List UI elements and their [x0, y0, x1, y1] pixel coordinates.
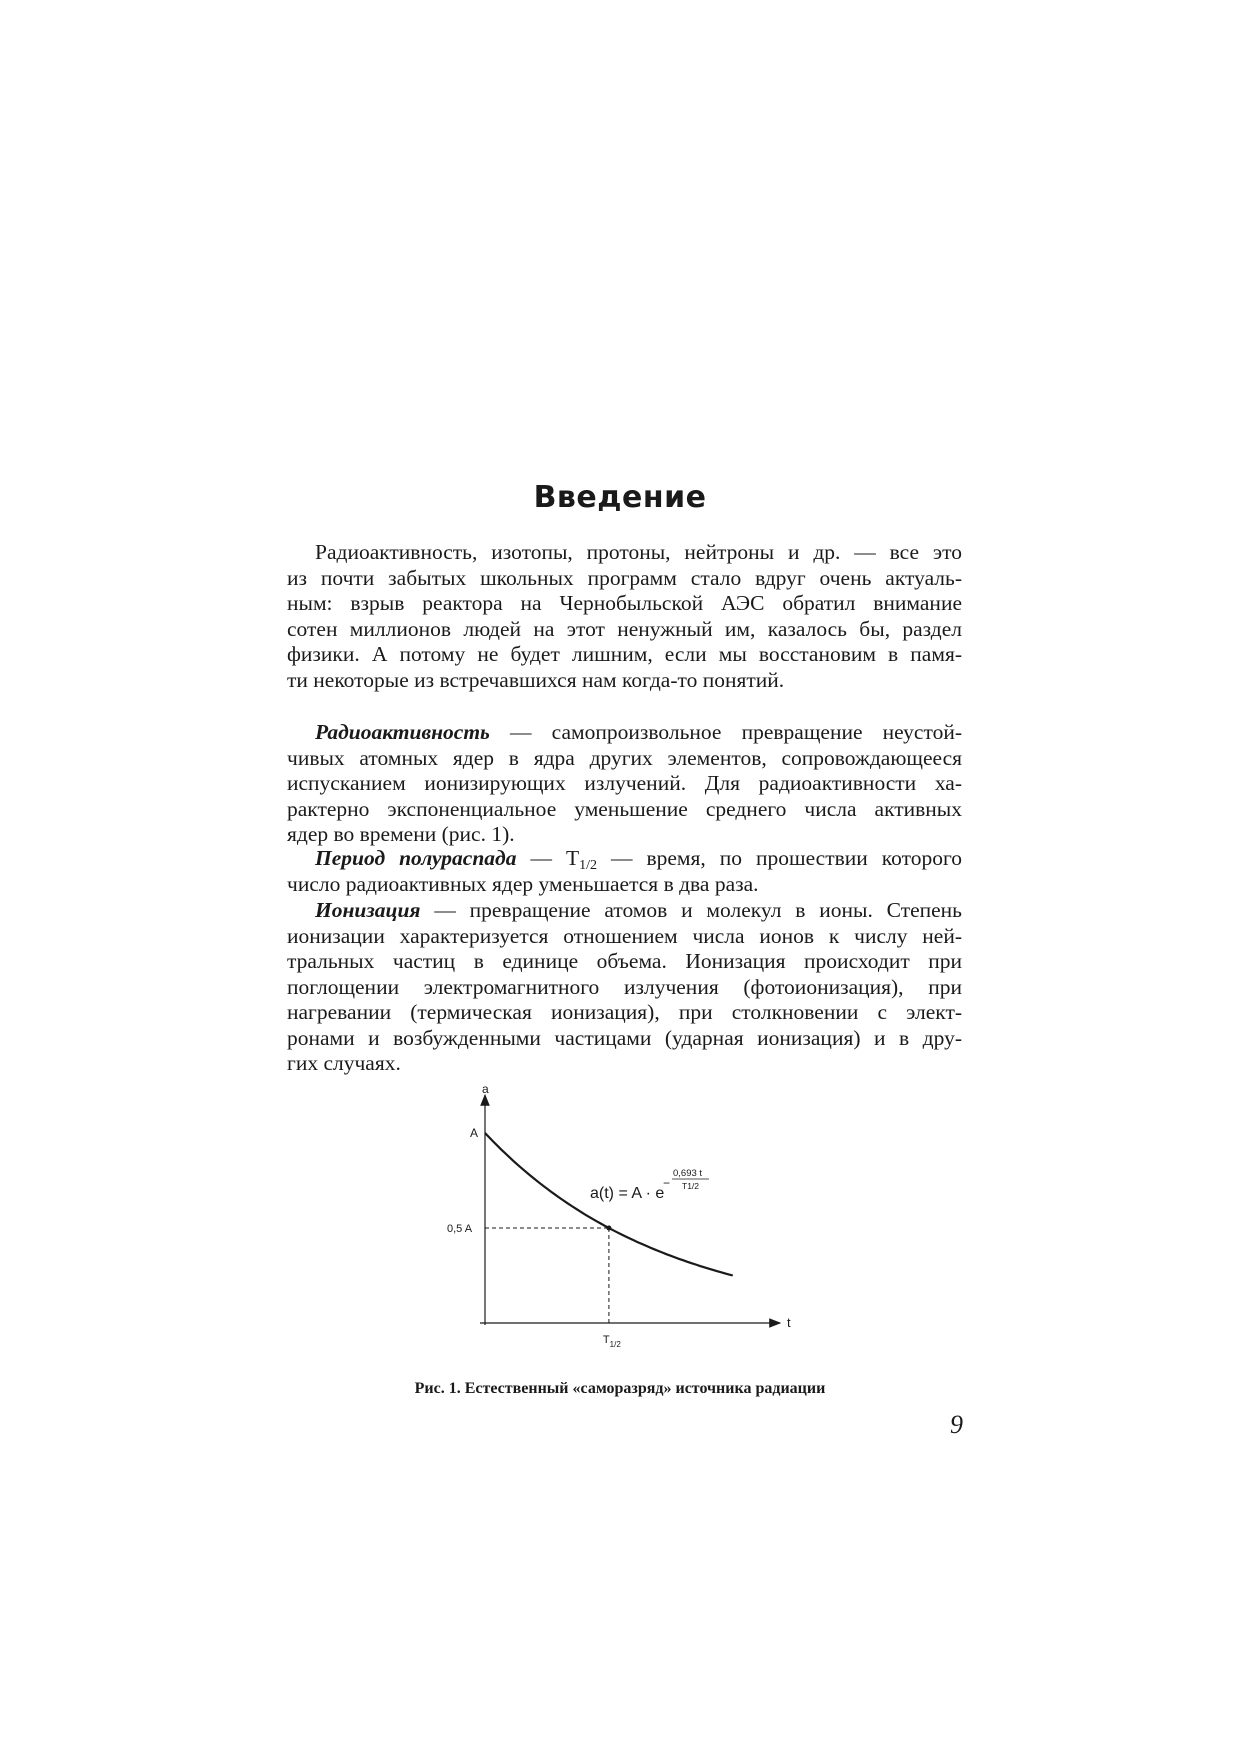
decay-chart [395, 1075, 815, 1375]
radioactivity-first-line [287, 720, 962, 746]
label-T-half: $T_{1/2}$ [602, 1334, 621, 1349]
decay-curve [485, 1133, 733, 1276]
ionization-line: поглощении электромагнитного излучения (фотоионизация), при [287, 974, 962, 999]
half-life-term: Период полураспада [315, 846, 517, 870]
intro-line: физики. А потому не будет лишним, если мы восстановим в памя- [287, 642, 962, 666]
half-life-line: число радиоактивных ядер уменьшается в два раза. [287, 871, 759, 896]
page-number: 9 [950, 1410, 963, 1439]
ionization-paragraph [287, 898, 962, 1077]
half-life-point [606, 1226, 611, 1231]
label-half-A: 0,5 A [447, 1223, 473, 1235]
ionization-line: ронами и возбужденными частицами (ударная ионизация) и в дру- [287, 1025, 962, 1050]
radioactivity-first-line-rest: — самопроизвольное превращение неустой- [489, 720, 962, 744]
intro-line: Радиоактивность, изотопы, протоны, нейтроны и др. — все это [315, 540, 962, 564]
ionization-first-line [287, 898, 962, 924]
formula-exp-denominator: T1/2 [682, 1181, 700, 1191]
radioactivity-line: чивых атомных ядер в ядра других элементов, сопровождающееся [287, 745, 962, 770]
intro-line: из почти забытых школьных программ стало вдруг очень актуаль- [287, 565, 962, 590]
intro-line: ным: взрыв реактора на Чернобыльской АЭС обратил внимание [287, 591, 962, 615]
intro-line: ти некоторые из встречавшихся нам когда-то понятий. [287, 667, 785, 692]
half-life-sub: 1/2 [579, 858, 597, 873]
radioactivity-paragraph [287, 720, 962, 848]
half-life-dash: — T [516, 846, 580, 870]
page-title: Введение [533, 480, 707, 515]
radioactivity-line: испусканием ионизирующих излучений. Для радиоактивности ха- [287, 771, 962, 795]
half-life-first-line-rest: — время, по прошествии которого [596, 846, 963, 870]
ionization-term: Ионизация [315, 898, 421, 922]
ionization-line: ионизации характеризуется отношением числа ионов к числу ней- [287, 923, 962, 948]
x-axis-label: t [787, 1315, 791, 1330]
formula-main: a(t) = A · e [590, 1185, 665, 1202]
radioactivity-line: ядер во времени (рис. 1). [287, 822, 515, 846]
radioactivity-line: рактерно экспоненциальное уменьшение среднего числа активных [287, 796, 962, 821]
radioactivity-term: Радиоактивность [315, 720, 490, 744]
intro-line: сотен миллионов людей на этот ненужный им, казалось бы, раздел [287, 616, 962, 641]
figure-caption: Рис. 1. Естественный «саморазряд» источника радиации [414, 1380, 826, 1397]
label-A: A [470, 1126, 479, 1140]
ionization-line: нагревании (термическая ионизация), при столкновении с элект- [287, 1000, 962, 1024]
ionization-line: гих случаях. [287, 1051, 401, 1075]
decay-figure [395, 1075, 815, 1375]
half-life-paragraph [287, 846, 962, 897]
ionization-line: тральных частиц в единице объема. Ионизация происходит при [287, 949, 962, 973]
y-axis-label: a [482, 1082, 489, 1096]
ionization-first-line-rest: — превращение атомов и молекул в ионы. Степень [420, 898, 962, 922]
formula-exp-numerator: 0,693 t [673, 1168, 703, 1179]
half-life-first-line [287, 846, 962, 872]
intro-paragraph [287, 540, 962, 693]
formula-exp-minus: − [663, 1176, 671, 1190]
